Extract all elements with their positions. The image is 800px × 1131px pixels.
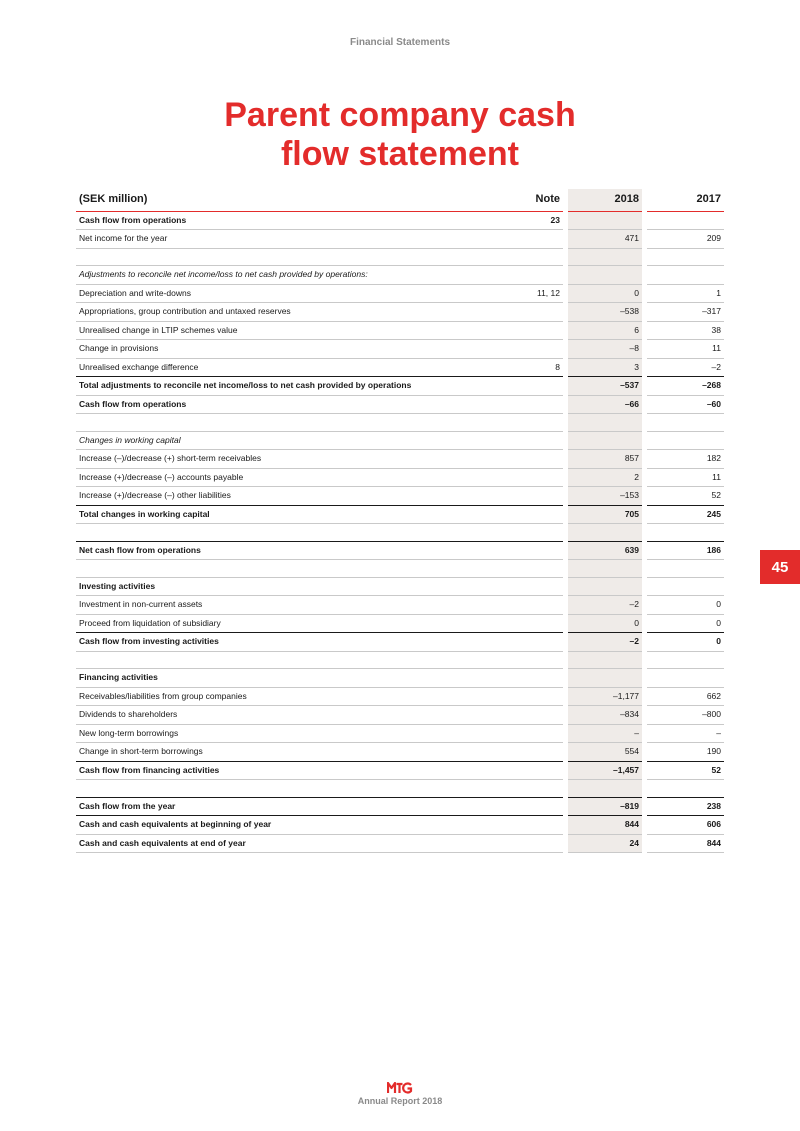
- row-value-2017: 0: [647, 633, 724, 652]
- page-number-badge: 45: [760, 550, 800, 584]
- row-note: [486, 230, 563, 249]
- row-note: [486, 395, 563, 414]
- table-row: [76, 303, 724, 322]
- row-value-2018: –153: [568, 487, 642, 506]
- row-value-2017: 52: [647, 487, 724, 506]
- row-value-2017: 38: [647, 321, 724, 340]
- row-label: [76, 414, 486, 432]
- page-title-line-1: Parent company cash: [224, 96, 576, 134]
- row-value-2018: 639: [568, 541, 642, 560]
- row-value-2017: –60: [647, 395, 724, 414]
- row-label: Financing activities: [76, 669, 486, 688]
- page-title: [0, 96, 800, 174]
- row-value-2017: 182: [647, 450, 724, 469]
- row-value-2018: [568, 266, 642, 285]
- row-value-2017: [647, 560, 724, 578]
- row-value-2017: 238: [647, 797, 724, 816]
- table-row: [76, 834, 724, 853]
- row-label: Net cash flow from operations: [76, 541, 486, 560]
- row-note: [486, 377, 563, 396]
- row-value-2017: [647, 524, 724, 542]
- table-row: [76, 266, 724, 285]
- row-note: [486, 303, 563, 322]
- row-value-2018: [568, 414, 642, 432]
- column-header-label: (SEK million): [76, 189, 486, 211]
- table-row: [76, 377, 724, 396]
- row-value-2018: 705: [568, 505, 642, 524]
- row-value-2018: 3: [568, 358, 642, 377]
- row-value-2017: [647, 431, 724, 450]
- row-label: Increase (–)/decrease (+) short-term receivables: [76, 450, 486, 469]
- row-label: Change in provisions: [76, 340, 486, 359]
- table-row: [76, 577, 724, 596]
- row-label: Cash and cash equivalents at beginning of year: [76, 816, 486, 835]
- table-row: [76, 505, 724, 524]
- row-value-2017: 844: [647, 834, 724, 853]
- row-value-2018: 0: [568, 284, 642, 303]
- table-row: [76, 706, 724, 725]
- row-value-2017: 52: [647, 761, 724, 780]
- row-label: Proceed from liquidation of subsidiary: [76, 614, 486, 633]
- row-value-2017: 11: [647, 468, 724, 487]
- row-value-2018: –1,177: [568, 687, 642, 706]
- row-label: Increase (+)/decrease (–) accounts payable: [76, 468, 486, 487]
- column-header-2018: 2018: [568, 189, 642, 211]
- row-label: Net income for the year: [76, 230, 486, 249]
- row-value-2018: 24: [568, 834, 642, 853]
- row-label: Total changes in working capital: [76, 505, 486, 524]
- footer-report-title: Annual Report 2018: [357, 1096, 443, 1106]
- row-value-2017: 1: [647, 284, 724, 303]
- row-note: 8: [486, 358, 563, 377]
- row-value-2018: [568, 248, 642, 266]
- table-row: [76, 560, 724, 578]
- row-value-2018: –1,457: [568, 761, 642, 780]
- section-header: Financial Statements: [349, 37, 451, 48]
- table-row: [76, 358, 724, 377]
- row-value-2017: 209: [647, 230, 724, 249]
- row-value-2017: [647, 266, 724, 285]
- row-note: [486, 743, 563, 762]
- row-label: [76, 651, 486, 669]
- row-label: Unrealised exchange difference: [76, 358, 486, 377]
- row-label: [76, 248, 486, 266]
- row-note: [486, 834, 563, 853]
- row-value-2018: [568, 560, 642, 578]
- row-note: [486, 780, 563, 798]
- row-label: [76, 524, 486, 542]
- mtg-logo-icon: [387, 1082, 413, 1094]
- row-value-2017: –268: [647, 377, 724, 396]
- row-note: [486, 651, 563, 669]
- table-row: [76, 468, 724, 487]
- row-value-2017: [647, 651, 724, 669]
- row-value-2017: –2: [647, 358, 724, 377]
- row-label: Changes in working capital: [76, 431, 486, 450]
- row-note: [486, 468, 563, 487]
- row-label: Investing activities: [76, 577, 486, 596]
- row-value-2017: –: [647, 724, 724, 743]
- row-note: [486, 266, 563, 285]
- row-note: [486, 487, 563, 506]
- row-note: [486, 687, 563, 706]
- row-value-2018: 471: [568, 230, 642, 249]
- column-header-note: Note: [486, 189, 563, 211]
- row-note: [486, 706, 563, 725]
- row-label: Total adjustments to reconcile net income/loss to net cash provided by operations: [76, 377, 486, 396]
- row-value-2018: 0: [568, 614, 642, 633]
- row-note: [486, 524, 563, 542]
- row-label: [76, 560, 486, 578]
- table-row: [76, 633, 724, 652]
- row-value-2018: –819: [568, 797, 642, 816]
- row-label: Cash flow from the year: [76, 797, 486, 816]
- row-label: Cash flow from operations: [76, 395, 486, 414]
- table-row: [76, 321, 724, 340]
- table-row: [76, 284, 724, 303]
- table-row: [76, 431, 724, 450]
- row-value-2018: –2: [568, 633, 642, 652]
- row-note: [486, 340, 563, 359]
- row-label: Appropriations, group contribution and untaxed reserves: [76, 303, 486, 322]
- row-label: Adjustments to reconcile net income/loss to net cash provided by operations:: [76, 266, 486, 285]
- row-value-2017: 190: [647, 743, 724, 762]
- row-value-2018: –537: [568, 377, 642, 396]
- table-row: [76, 541, 724, 560]
- row-value-2017: [647, 211, 724, 230]
- row-value-2017: 245: [647, 505, 724, 524]
- table-row: [76, 395, 724, 414]
- table-row: [76, 797, 724, 816]
- row-note: [486, 541, 563, 560]
- page-title-line-2: flow statement: [280, 135, 520, 173]
- table-row: [76, 487, 724, 506]
- row-note: [486, 669, 563, 688]
- row-value-2018: 857: [568, 450, 642, 469]
- row-value-2018: [568, 211, 642, 230]
- table-row: [76, 687, 724, 706]
- row-value-2017: [647, 414, 724, 432]
- row-value-2017: [647, 669, 724, 688]
- cash-flow-table: [76, 189, 724, 853]
- row-note: [486, 450, 563, 469]
- row-value-2018: –834: [568, 706, 642, 725]
- row-note: [486, 560, 563, 578]
- row-value-2018: [568, 431, 642, 450]
- row-value-2017: –317: [647, 303, 724, 322]
- row-value-2017: 0: [647, 596, 724, 615]
- table-row: [76, 340, 724, 359]
- row-label: Cash flow from investing activities: [76, 633, 486, 652]
- row-value-2018: 554: [568, 743, 642, 762]
- table-row: [76, 450, 724, 469]
- row-label: Change in short-term borrowings: [76, 743, 486, 762]
- row-value-2018: 6: [568, 321, 642, 340]
- row-note: [486, 797, 563, 816]
- row-value-2017: 186: [647, 541, 724, 560]
- row-note: [486, 321, 563, 340]
- row-value-2018: 2: [568, 468, 642, 487]
- table-row: [76, 669, 724, 688]
- row-label: Receivables/liabilities from group companies: [76, 687, 486, 706]
- row-note: 11, 12: [486, 284, 563, 303]
- table-row: [76, 248, 724, 266]
- row-label: Cash flow from operations: [76, 211, 486, 230]
- row-value-2017: –800: [647, 706, 724, 725]
- row-value-2018: –2: [568, 596, 642, 615]
- row-value-2018: [568, 651, 642, 669]
- row-value-2017: 11: [647, 340, 724, 359]
- row-value-2018: [568, 577, 642, 596]
- table-body: [76, 211, 724, 853]
- row-note: [486, 633, 563, 652]
- row-note: [486, 577, 563, 596]
- row-note: [486, 724, 563, 743]
- row-value-2018: –66: [568, 395, 642, 414]
- row-value-2017: [647, 780, 724, 798]
- row-label: Depreciation and write-downs: [76, 284, 486, 303]
- row-value-2018: [568, 524, 642, 542]
- row-note: [486, 816, 563, 835]
- table-row: [76, 230, 724, 249]
- row-value-2017: 606: [647, 816, 724, 835]
- column-header-2017: 2017: [647, 189, 724, 211]
- row-label: Cash flow from financing activities: [76, 761, 486, 780]
- row-value-2018: 844: [568, 816, 642, 835]
- row-note: [486, 505, 563, 524]
- row-value-2018: –538: [568, 303, 642, 322]
- row-label: Unrealised change in LTIP schemes value: [76, 321, 486, 340]
- row-label: Cash and cash equivalents at end of year: [76, 834, 486, 853]
- table-row: [76, 414, 724, 432]
- row-note: [486, 596, 563, 615]
- row-note: [486, 761, 563, 780]
- table-row: [76, 614, 724, 633]
- table-row: [76, 724, 724, 743]
- row-label: [76, 780, 486, 798]
- row-value-2017: [647, 248, 724, 266]
- table-row: [76, 743, 724, 762]
- row-value-2018: [568, 669, 642, 688]
- row-label: Increase (+)/decrease (–) other liabilities: [76, 487, 486, 506]
- table-row: [76, 780, 724, 798]
- row-value-2017: 0: [647, 614, 724, 633]
- row-value-2018: –: [568, 724, 642, 743]
- row-value-2017: [647, 577, 724, 596]
- row-label: New long-term borrowings: [76, 724, 486, 743]
- row-note: [486, 431, 563, 450]
- row-label: Investment in non-current assets: [76, 596, 486, 615]
- row-note: [486, 614, 563, 633]
- row-value-2018: [568, 780, 642, 798]
- table-row: [76, 651, 724, 669]
- table-header-row: [76, 189, 724, 211]
- table-row: [76, 524, 724, 542]
- row-value-2017: 662: [647, 687, 724, 706]
- cash-flow-table-container: [76, 189, 724, 853]
- table-row: [76, 596, 724, 615]
- row-note: [486, 248, 563, 266]
- table-row: [76, 761, 724, 780]
- row-value-2018: –8: [568, 340, 642, 359]
- row-note: [486, 414, 563, 432]
- table-row: [76, 211, 724, 230]
- table-row: [76, 816, 724, 835]
- row-note: 23: [486, 211, 563, 230]
- row-label: Dividends to shareholders: [76, 706, 486, 725]
